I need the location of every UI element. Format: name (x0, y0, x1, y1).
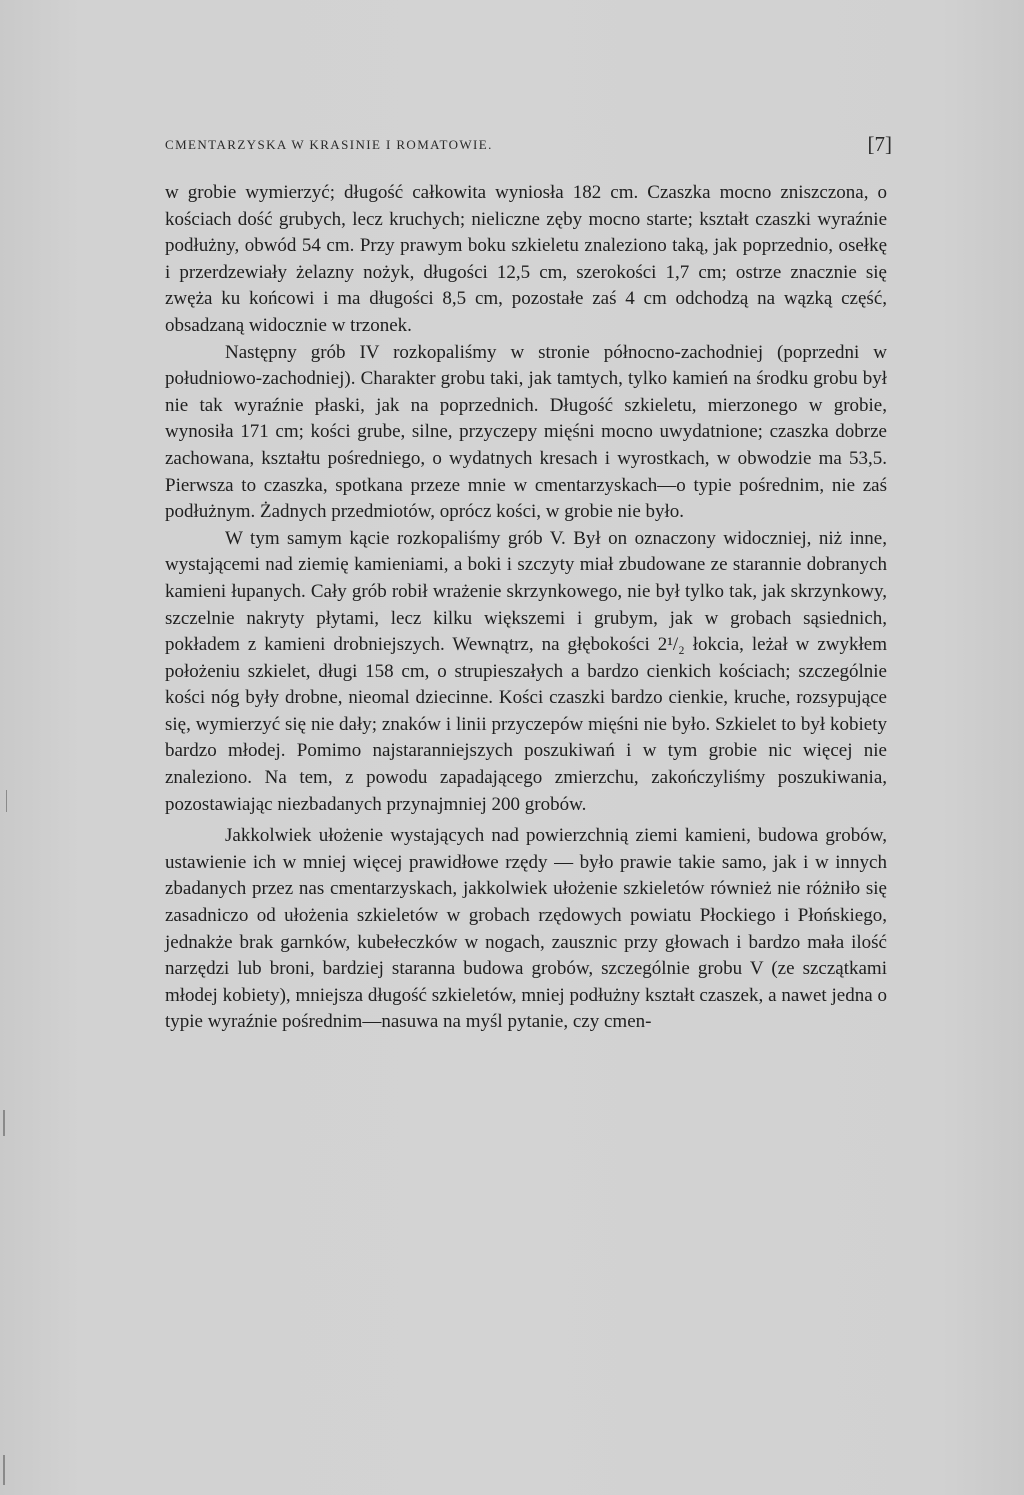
paragraph: w grobie wymierzyć; długość całkowita wyniosła 182 cm. Czaszka mocno zniszczona, o kościach dość grubych, lecz kruchych; nieliczne zęby mocno starte; kształt czaszki wyraźnie podłużny, obwód 54 cm. Przy prawym boku szkieletu znaleziono taką, jak poprzednio, osełkę i przerdzewiały żelazny nożyk, długości 12,5 cm, szerokości 1,7 cm; ostrze znacznie się zwęża ku końcowi i ma długości 8,5 cm, pozostałe zaś 4 cm odchodzą na wązką część, obsadzaną widocznie w trzonek. (165, 182, 887, 336)
running-title: CMENTARZYSKA W KRASINIE I ROMATOWIE. (165, 137, 493, 152)
page-number: [7] (867, 132, 892, 156)
body-text (165, 180, 887, 1036)
left-margin-mark (3, 1110, 5, 1136)
left-margin-mark (6, 790, 7, 812)
left-margin-mark (3, 1455, 5, 1485)
paragraph: W tym samym kącie rozkopaliśmy grób V. Był on oznaczony widoczniej, niż inne, wystającemi nad ziemię kamieniami, a boki i szczyty miał zbudowane ze starannie dobranych kamieni łupanych. Cały grób robił wrażenie skrzynkowego, nie był tylko tak, jak skrzynkowy, szczelnie nakryty płytami, lecz kilku większemi i grubym, jak w grobach sąsiednich, pokładem z kamieni drobniejszych. Wewnątrz, na głębokości 2¹/₂ łokcia, leżał w zwykłem położeniu szkielet, długi 158 cm, o strupieszałych a bardzo cienkich kościach; szczególnie kości nóg były drobne, nieomal dziecinne. Kości czaszki bardzo cienkie, kruche, rozsypujące się, wymierzyć się nie dały; znaków i linii przyczepów mięśni nie było. Szkielet to był kobiety bardzo młodej. Pomimo najstaranniejszych poszukiwań i w tym grobie nic więcej nie znaleziono. Na tem, z powodu zapadającego zmierzchu, zakończyliśmy poszukiwania, pozostawiając niezbadanych przynajmniej 200 grobów. (165, 527, 887, 815)
paragraph: Następny grób IV rozkopaliśmy w stronie północno-zachodniej (poprzedni w południowo-zachodniej). Charakter grobu taki, jak tamtych, tylko kamień na środku grobu był nie tak wyraźnie płaski, jak na poprzednich. Długość szkieletu, mierzonego w grobie, wynosiła 171 cm; kości grube, silne, przyczepy mięśni mocno uwydatnione; czaszka dobrze zachowana, kształtu pośredniego, o wydatnych kresach i wyrostkach, w obwodzie ma 53,5. Pierwsza to czaszka, spotkana przeze mnie w cmentarzyskach—o typie pośrednim, nie zaś podłużnym. Żadnych przedmiotów, oprócz kości, w grobie nie było. (165, 341, 887, 523)
paragraph: Jakkolwiek ułożenie wystających nad powierzchnią ziemi kamieni, budowa grobów, ustawienie ich w mniej więcej prawidłowe rzędy — było prawie takie samo, jak i w innych zbadanych przez nas cmentarzyskach, jakkolwiek ułożenie szkieletów również nie różniło się zasadniczo od ułożenia szkieletów w grobach rzędowych powiatu Płockiego i Płońskiego, jednakże brak garnków, kubełeczków w nogach, zausznic przy głowach i bardzo mała ilość narzędzi lub broni, bardziej staranna budowa grobów, szczególnie grobu V (ze szczątkami młodej kobiety), mniejsza długość szkieletów, mniej podłużny kształt czaszek, a nawet jedna o typie wyraźnie pośrednim—nasuwa na myśl pytanie, czy cmen- (165, 825, 887, 1033)
page-header (0, 132, 1024, 158)
